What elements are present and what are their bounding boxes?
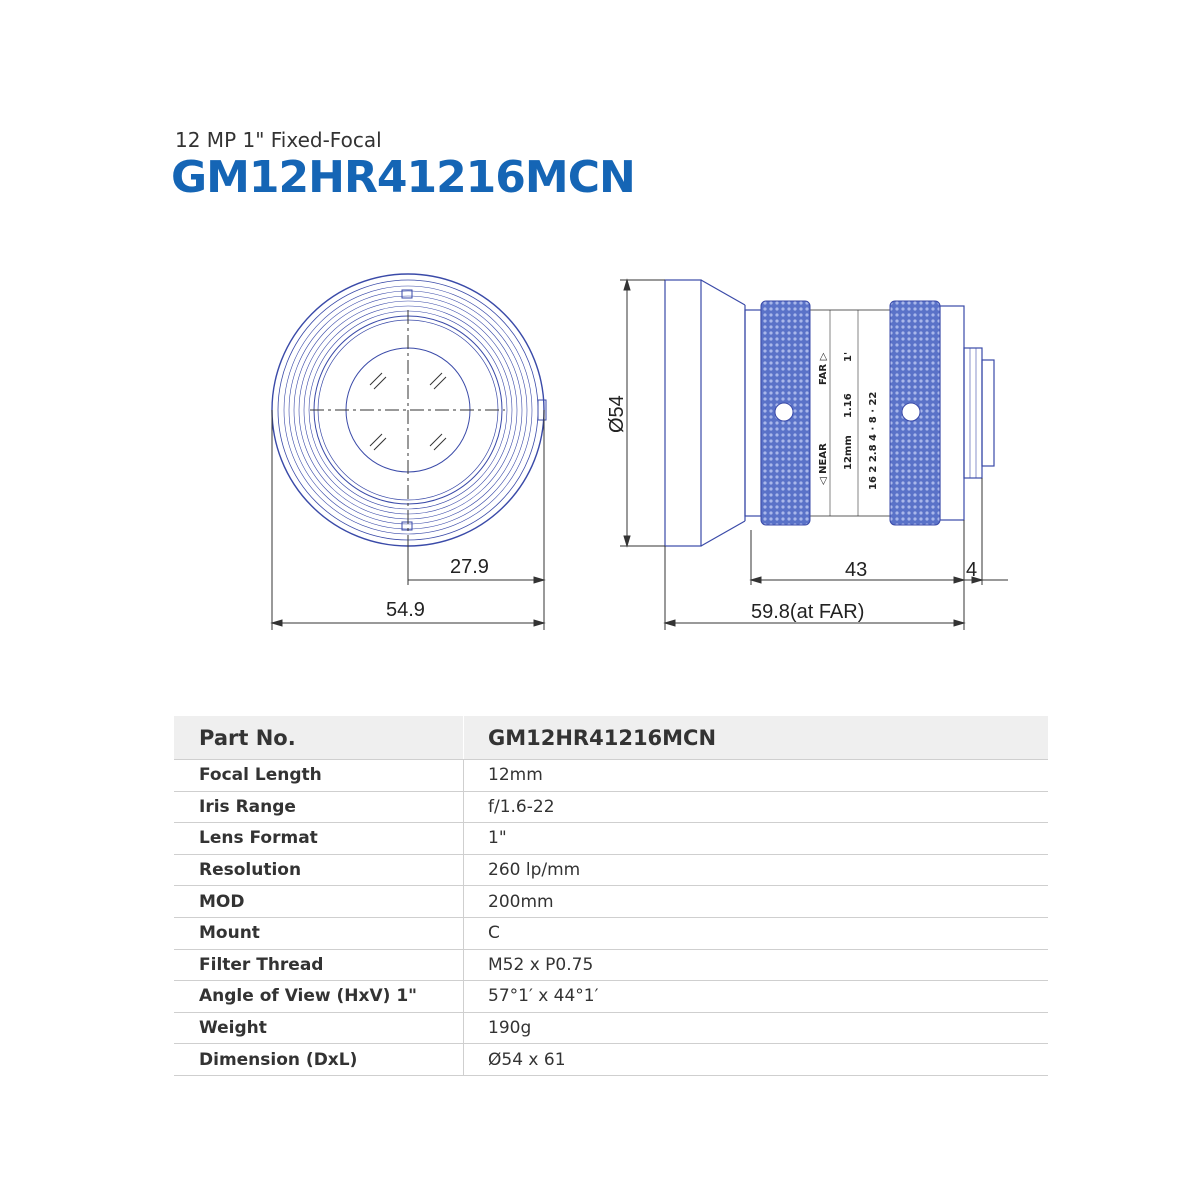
product-model-title: GM12HR41216MCN (171, 152, 635, 203)
table-row (174, 791, 1048, 823)
side-dimensions (620, 280, 1008, 630)
spec-key: Focal Length (174, 760, 464, 792)
iris-lock-screw (902, 403, 920, 421)
dim-total-length-label: 59.8(at FAR) (751, 601, 865, 623)
dim-mount-label: 4 (966, 559, 978, 581)
dim-radius-label: 27.9 (450, 556, 489, 578)
spec-value: M52 x P0.75 (464, 949, 1049, 981)
dim-diameter-label: Ø54 (606, 395, 628, 433)
spec-key: MOD (174, 886, 464, 918)
spec-table (174, 716, 1048, 1076)
spec-value: 260 lp/mm (464, 854, 1049, 886)
focus-scale-mark-2: 1' (843, 351, 854, 362)
spec-key: Dimension (DxL) (174, 1044, 464, 1076)
product-subtitle: 12 MP 1" Fixed-Focal (175, 128, 382, 152)
spec-value: 12mm (464, 760, 1049, 792)
table-row (174, 886, 1048, 918)
spec-table-header (174, 716, 1048, 760)
table-row (174, 949, 1048, 981)
spec-key: Weight (174, 1012, 464, 1044)
table-row (174, 760, 1048, 792)
spec-value: Ø54 x 61 (464, 1044, 1049, 1076)
table-row (174, 917, 1048, 949)
focus-scale-mark-1: 1.16 (843, 393, 854, 418)
table-row (174, 1044, 1048, 1076)
spec-key: Lens Format (174, 823, 464, 855)
table-row (174, 823, 1048, 855)
spec-key: Angle of View (HxV) 1" (174, 981, 464, 1013)
spec-value: 200mm (464, 886, 1049, 918)
dim-body-label: 43 (845, 559, 868, 581)
spec-key: Mount (174, 917, 464, 949)
spec-key: Iris Range (174, 791, 464, 823)
iris-scale-mark: 16 2 2.8 4 · 8 · 22 (868, 391, 879, 490)
spec-value: 57°1′ x 44°1′ (464, 981, 1049, 1013)
table-row (174, 981, 1048, 1013)
spec-key: Filter Thread (174, 949, 464, 981)
side-view (665, 280, 994, 546)
spec-value: 190g (464, 1012, 1049, 1044)
focus-near-mark: ◁ NEAR (818, 443, 829, 485)
spec-header-value: GM12HR41216MCN (464, 716, 1049, 760)
focal-length-mark: 12mm (843, 435, 854, 470)
front-view (272, 274, 546, 580)
spec-value: f/1.6-22 (464, 791, 1049, 823)
spec-value: 1" (464, 823, 1049, 855)
table-row (174, 854, 1048, 886)
dim-front-width-label: 54.9 (386, 599, 425, 621)
table-row (174, 1012, 1048, 1044)
spec-header-key: Part No. (174, 716, 464, 760)
focus-far-mark: FAR ▷ (818, 352, 829, 385)
spec-value: C (464, 917, 1049, 949)
focus-lock-screw (775, 403, 793, 421)
spec-key: Resolution (174, 854, 464, 886)
